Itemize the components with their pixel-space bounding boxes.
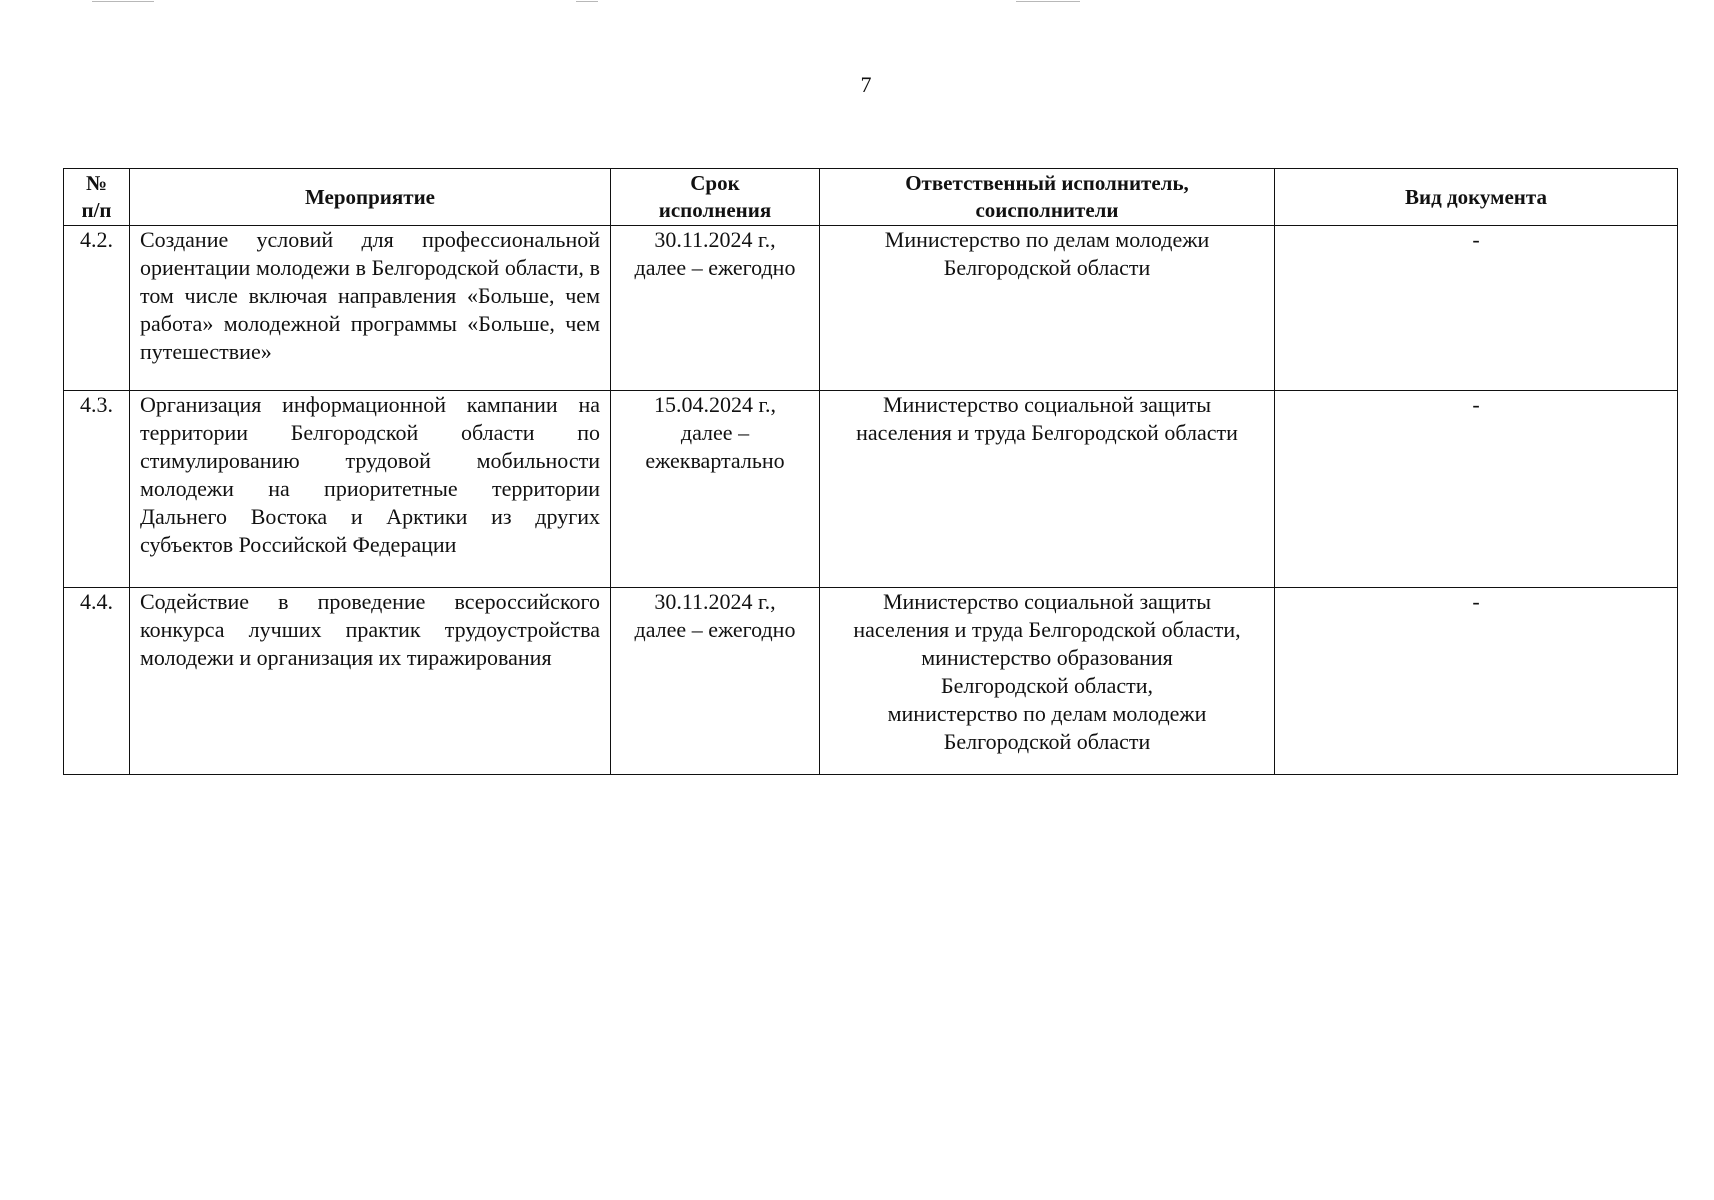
header-term: Срок исполнения <box>611 169 820 226</box>
table-row <box>64 588 1678 775</box>
action-plan-table <box>63 168 1678 775</box>
scan-artifact-line <box>1016 1 1080 2</box>
scan-artifact-line <box>576 1 598 2</box>
table-header-row <box>64 169 1678 226</box>
header-event: Мероприятие <box>130 169 611 226</box>
row-event: Создание условий для профессиональной ориентации молодежи в Белгородской области, в том числе включая направления «Больше, чем работа» молодежной программы «Больше, чем путешествие» <box>130 226 611 391</box>
row-term: 30.11.2024 г., далее – ежегодно <box>611 226 820 391</box>
row-number: 4.3. <box>64 391 130 588</box>
table-row <box>64 226 1678 391</box>
row-number: 4.2. <box>64 226 130 391</box>
header-executor: Ответственный исполнитель, соисполнители <box>820 169 1275 226</box>
page-number: 7 <box>860 72 872 97</box>
table-row <box>64 391 1678 588</box>
row-document-type: - <box>1275 391 1678 588</box>
row-number: 4.4. <box>64 588 130 775</box>
row-document-type: - <box>1275 588 1678 775</box>
row-event: Содействие в проведение всероссийского конкурса лучших практик трудоустройства молодежи и организация их тиражирования <box>130 588 611 775</box>
row-document-type: - <box>1275 226 1678 391</box>
row-event: Организация информационной кампании на территории Белгородской области по стимулированию трудовой мобильности молодежи на приоритетные территории Дальнего Востока и Арктики из других субъектов Российской Федерации <box>130 391 611 588</box>
row-executor: Министерство социальной защиты населения и труда Белгородской области <box>820 391 1275 588</box>
header-number: № п/п <box>64 169 130 226</box>
scan-artifact-line <box>92 1 154 2</box>
row-executor: Министерство социальной защиты населения и труда Белгородской области, министерство образования Белгородской области, министерство по делам молодежи Белгородской области <box>820 588 1275 775</box>
header-document-type: Вид документа <box>1275 169 1678 226</box>
row-term: 30.11.2024 г., далее – ежегодно <box>611 588 820 775</box>
row-term: 15.04.2024 г., далее – ежеквартально <box>611 391 820 588</box>
row-executor: Министерство по делам молодежи Белгородской области <box>820 226 1275 391</box>
